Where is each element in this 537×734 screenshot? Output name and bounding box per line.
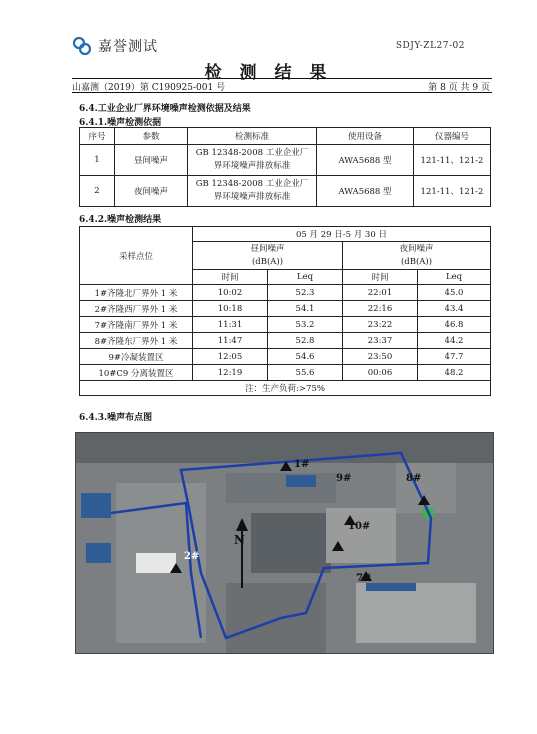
results-heading: 6.4.2.噪声检测结果: [79, 215, 162, 225]
aerial-image: [76, 433, 493, 653]
table-row: [80, 285, 491, 301]
company-name: 嘉誉测试: [98, 39, 158, 55]
table-cell: 52.8: [268, 333, 343, 349]
table-cell: 12:19: [193, 365, 268, 381]
col-header: 参数: [115, 128, 188, 145]
results-table: [79, 226, 491, 396]
table-cell: 53.2: [268, 317, 343, 333]
night-header: [343, 242, 491, 270]
table-cell: 夜间噪声: [115, 176, 188, 207]
table-cell: 10#C9 分离装置区: [80, 365, 193, 381]
table-cell: 11:31: [193, 317, 268, 333]
north-label: N: [234, 533, 245, 547]
table-cell: 23:50: [343, 349, 418, 365]
table-cell: 9#冷凝装置区: [80, 349, 193, 365]
map-label-8: 8#: [406, 473, 422, 484]
table-cell: 12:05: [193, 349, 268, 365]
table-cell: 54.1: [268, 301, 343, 317]
leq-header: Leq: [268, 270, 343, 285]
basis-table: [79, 127, 491, 207]
table-row: [80, 317, 491, 333]
section-heading: 6.4.工业企业厂界环境噪声检测依据及结果: [79, 104, 251, 114]
night-header-unit: (dB(A)): [400, 256, 433, 267]
table-cell: 8#齐隆东厂界外 1 米: [80, 333, 193, 349]
map-heading: 6.4.3.噪声布点图: [79, 413, 153, 423]
table-cell: 10:02: [193, 285, 268, 301]
table-cell: 2#齐隆西厂界外 1 米: [80, 301, 193, 317]
page-number: 第 8 页 共 9 页: [428, 83, 490, 93]
table-cell: 00:06: [343, 365, 418, 381]
map-label-2: 2#: [184, 551, 200, 562]
table-cell: 44.2: [418, 333, 491, 349]
point-header: 采样点位: [80, 227, 193, 285]
table-cell: AWA5688 型: [317, 145, 414, 176]
table-cell: GB 12348-2008 工业企业厂界环境噪声排放标准: [188, 176, 317, 207]
header-rule-bottom: [72, 92, 492, 93]
table-cell: 7#齐隆南厂界外 1 米: [80, 317, 193, 333]
date-range: 05 月 29 日-5 月 30 日: [193, 227, 491, 242]
col-header: 使用设备: [317, 128, 414, 145]
table-cell: 11:47: [193, 333, 268, 349]
table-row: [80, 301, 491, 317]
table-cell: GB 12348-2008 工业企业厂界环境噪声排放标准: [188, 145, 317, 176]
table-cell: 52.3: [268, 285, 343, 301]
time-header: 时间: [193, 270, 268, 285]
table-cell: 47.7: [418, 349, 491, 365]
table-row: [80, 365, 491, 381]
leq-header: Leq: [418, 270, 491, 285]
table-cell: 昼间噪声: [115, 145, 188, 176]
table-row: [80, 176, 491, 207]
table-cell: 121-11、121-2: [414, 145, 491, 176]
table-cell: 22:01: [343, 285, 418, 301]
page-title: 检 测 结 果: [204, 63, 333, 83]
day-header: [193, 242, 343, 270]
table-note: 注：生产负荷:>75%: [80, 381, 491, 396]
map-label-9: 9#: [336, 473, 352, 484]
table-cell: 22:16: [343, 301, 418, 317]
day-header-label: 昼间噪声: [250, 243, 285, 254]
table-cell: 45.0: [418, 285, 491, 301]
night-header-label: 夜间噪声: [399, 243, 434, 254]
table-cell: AWA5688 型: [317, 176, 414, 207]
table-cell: 23:22: [343, 317, 418, 333]
map-label-7: 7#: [356, 573, 372, 584]
time-header: 时间: [343, 270, 418, 285]
table-cell: 10:18: [193, 301, 268, 317]
day-header-unit: (dB(A)): [251, 256, 284, 267]
col-header: 检测标准: [188, 128, 317, 145]
basis-heading: 6.4.1.噪声检测依据: [79, 118, 162, 128]
table-cell: 2: [80, 176, 115, 207]
logo-icon: [72, 36, 92, 56]
table-cell: 43.4: [418, 301, 491, 317]
table-row: [80, 333, 491, 349]
table-cell: 23:37: [343, 333, 418, 349]
col-header: 仪器编号: [414, 128, 491, 145]
table-cell: 1#齐隆北厂界外 1 米: [80, 285, 193, 301]
document-code: SDJY-ZL27-02: [395, 41, 465, 51]
col-header: 序号: [80, 128, 115, 145]
noise-point-map: [75, 432, 494, 654]
report-number: 山嘉测（2019）第 C190925-001 号: [72, 83, 226, 93]
company-logo: [72, 36, 158, 56]
table-cell: 121-11、121-2: [414, 176, 491, 207]
map-label-10: 10#: [348, 521, 371, 532]
table-cell: 46.8: [418, 317, 491, 333]
table-cell: 54.6: [268, 349, 343, 365]
header-rule: [72, 78, 492, 79]
map-label-1: 1#: [294, 459, 310, 470]
table-cell: 48.2: [418, 365, 491, 381]
table-row: [80, 145, 491, 176]
table-cell: 55.6: [268, 365, 343, 381]
table-row: [80, 349, 491, 365]
table-cell: 1: [80, 145, 115, 176]
